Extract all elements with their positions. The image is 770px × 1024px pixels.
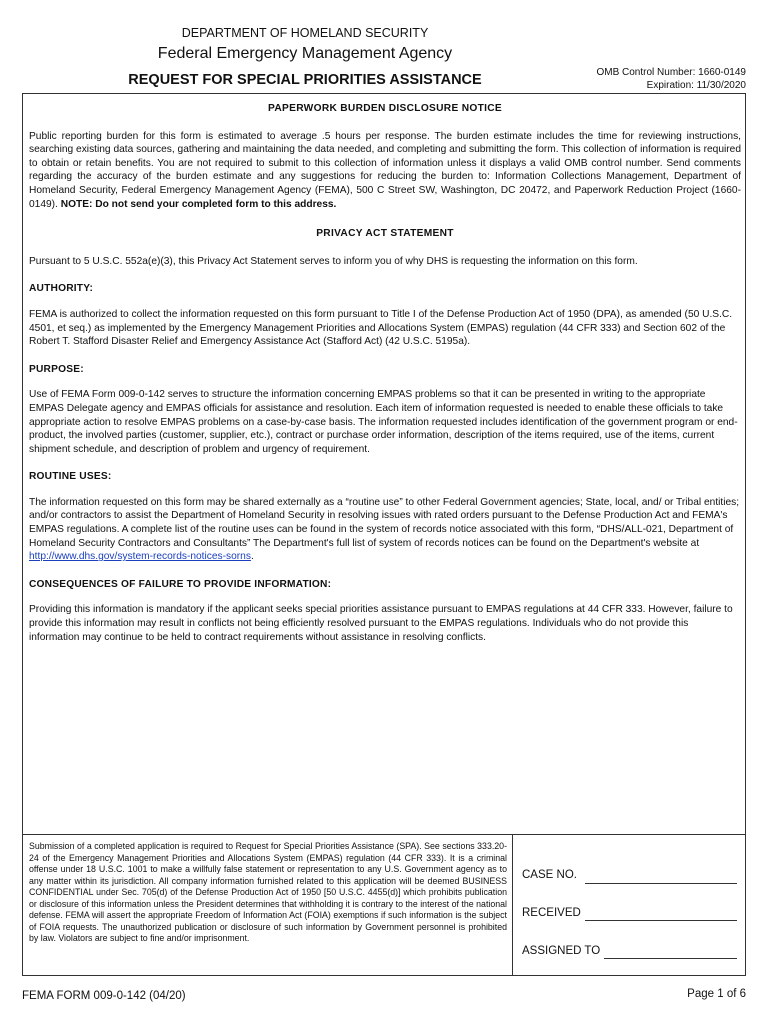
bottom-vertical-divider <box>512 834 513 976</box>
received-field[interactable] <box>585 920 737 921</box>
privacy-intro: Pursuant to 5 U.S.C. 552a(e)(3), this Privacy Act Statement serves to inform you of why DHS is requesting the information on this form. <box>29 255 638 267</box>
form-title: REQUEST FOR SPECIAL PRIORITIES ASSISTANCE <box>128 72 482 88</box>
purpose-body: Use of FEMA Form 009-0-142 serves to structure the information concerning EMPAS problems so that it can be presented in writing to the appropriate EMPAS Delegate agency and EMPAS officials for assistance and resolution. Each item of information requested is needed to enable these officials to take appropriate action to resolve EMPAS problems on a case-by-case basis. The information requested includes identification of the government program or end-product, the involved parties (customer, supplier, etc.), contract or purchase order information, description of the items required, use of the items, current shipment schedule, and description of problem and urgency of requirement. <box>29 389 738 455</box>
bottom-divider <box>22 834 746 835</box>
omb-control-number: OMB Control Number: 1660-0149 <box>596 67 746 78</box>
routine-uses-text: The information requested on this form may be shared externally as a “routine use” to other Federal Government agencies; State, local, and/ or Tribal entities; and/or contractors to assist the Department of Homeland Security in resolving issues with rated orders pursuant to the Defense Production Act and FEMA's EMPAS regulations. A complete list of the routine uses can be found in the system of records notice associated with this form, “DHS/ALL-021, Department of Homeland Security Contractors and Consultants” The Department's full list of system of records notices can be found on the Department's website at <box>29 496 740 549</box>
department-title: DEPARTMENT OF HOMELAND SECURITY <box>181 26 429 40</box>
case-no-field[interactable] <box>585 883 737 884</box>
assigned-to-field[interactable] <box>604 958 737 959</box>
paperwork-body <box>29 130 741 212</box>
form-number: FEMA FORM 009-0-142 (04/20) <box>22 990 186 1002</box>
authority-body: FEMA is authorized to collect the information requested on this form pursuant to Title I of the Defense Production Act of 1950 (DPA), as amended (50 U.S.C. 4501, et seq.) as implemented by the Emergency Management Priorities and Allocations System (EMPAS) regulation (44 CFR 333) and Section 602 of the Robert T. Stafford Disaster Relief and Emergency Assistance Act (Stafford Act) (42 U.S.C. 5195a). <box>29 308 733 348</box>
privacy-heading: PRIVACY ACT STATEMENT <box>316 228 454 240</box>
routine-uses-heading: ROUTINE USES: <box>29 471 112 483</box>
notice-content <box>29 102 741 644</box>
routine-uses-body <box>29 496 741 564</box>
purpose-heading: PURPOSE: <box>29 363 84 375</box>
routine-uses-end: . <box>250 551 254 563</box>
page-number: Page 1 of 6 <box>687 988 746 1000</box>
case-no-label: CASE NO. <box>522 869 577 881</box>
omb-expiration: Expiration: 11/30/2020 <box>646 80 746 91</box>
sorns-link[interactable]: http://www.dhs.gov/system-records-notices-sorns <box>29 551 251 563</box>
authority-heading: AUTHORITY: <box>29 283 94 295</box>
paperwork-text: Public reporting burden for this form is estimated to average .5 hours per response. The burden estimate includes the time for reviewing instructions, searching existing data sources, gathering and maintaining the data needed, and completing and submitting the form. This collection of information is required to obtain or retain benefits. You are not required to submit to this collection of information unless it displays a valid OMB control number. Send comments regarding the accuracy of the burden estimate and any suggestions for reducing the burden to: Information Collections Management, Department of Homeland Security, Federal Emergency Management Agency (FEMA), 500 C Street SW, Washington, DC 20472, and Paperwork Reduction Project (1660-0149). <box>29 130 741 210</box>
assigned-to-label: ASSIGNED TO <box>522 945 601 957</box>
paperwork-note: NOTE: Do not send your completed form to this address. <box>60 198 337 210</box>
submission-disclaimer: Submission of a completed application is required to Request for Special Priorities Assistance (SPA). See sections 333.20-24 of the Emergency Management Priorities and Allocations System (EMPAS) regulation (44 CFR 333). It is a criminal offense under 18 U.S.C. 1001 to make a willfully false statement or representation to any U.S. Government agency as to any matter within its jurisdiction. All company information furnished related to this application will be deemed BUSINESS CONFIDENTIAL under Sec. 705(d) of the Defense Production Act of 1950 [50 U.S.C. 4455(d)] which prohibits publication or disclosure of this information unless the President determines that withholding it is contrary to the interest of the national defense. FEMA will assert the appropriate Freedom of Information Act (FOIA) exemptions if such information is the subject of FOIA requests. The unauthorized publication or disclosure of such information by Government personnel is prohibited by law. Violators are subject to fine and/or imprisonment. <box>29 841 507 943</box>
paperwork-heading: PAPERWORK BURDEN DISCLOSURE NOTICE <box>268 103 502 114</box>
consequences-body: Providing this information is mandatory if the applicant seeks special priorities assistance pursuant to EMPAS regulations at 44 CFR 333. However, failure to provide this information may result in conflicts not being efficiently resolved pursuant to the EMPAS regulations. Individuals who do not provide this information may continue to be held to contract requirements without assistance in resolving conflicts. <box>29 604 733 643</box>
consequences-heading: CONSEQUENCES OF FAILURE TO PROVIDE INFORMATION: <box>29 578 332 590</box>
received-label: RECEIVED <box>522 907 581 919</box>
agency-title: Federal Emergency Management Agency <box>157 45 453 62</box>
